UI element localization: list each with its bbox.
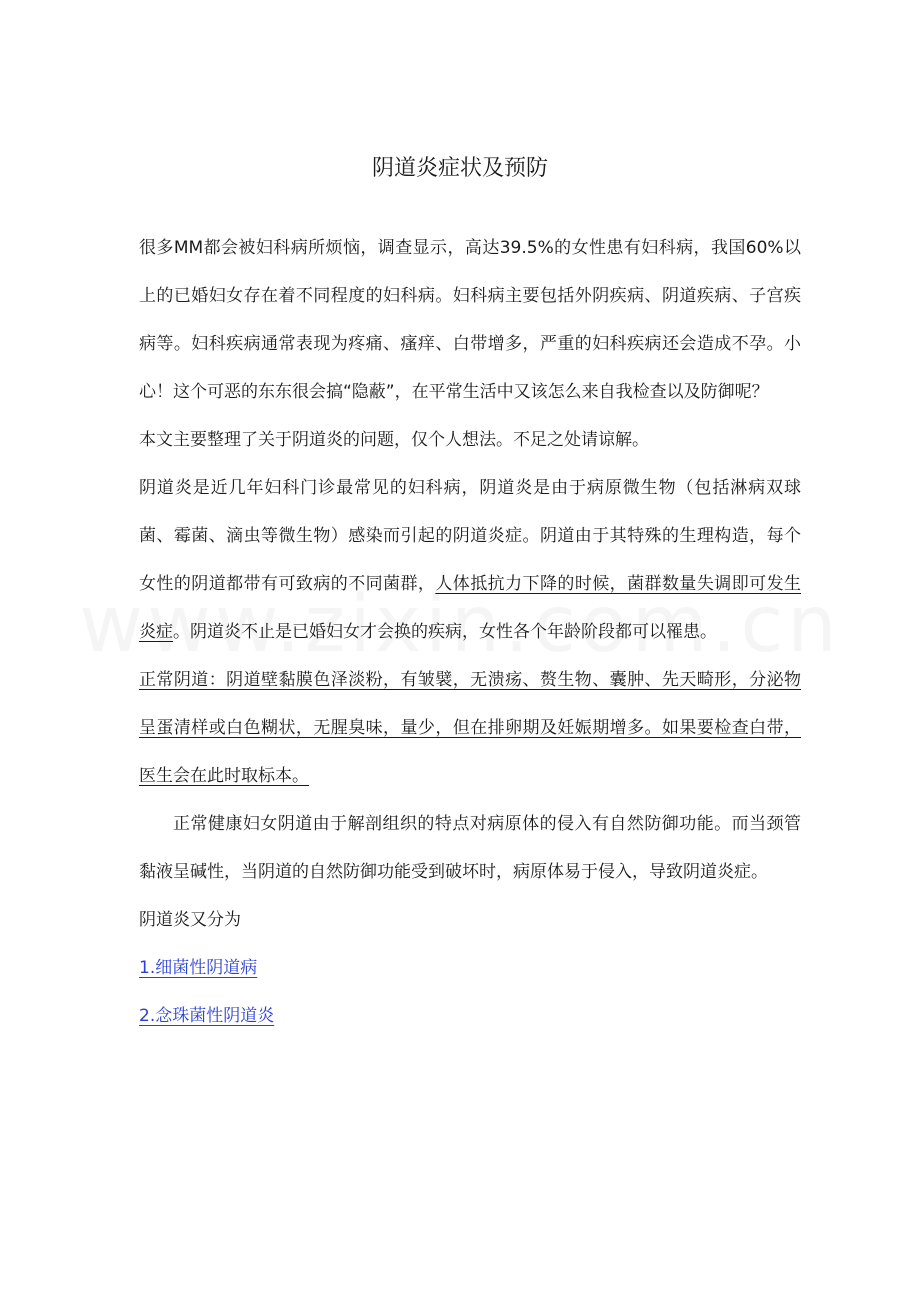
defense-paragraph: 正常健康妇女阴道由于解剖组织的特点对病原体的侵入有自然防御功能。而当颈管黏液呈碱性，当阴道的自然防御功能受到破坏时，病原体易于侵入，导致阴道炎症。 <box>139 814 801 882</box>
summary-paragraph: 本文主要整理了关于阴道炎的问题，仅个人想法。不足之处请谅解。 <box>139 430 649 450</box>
document-body <box>139 224 801 1040</box>
page-title: 阴道炎症状及预防 <box>371 156 548 181</box>
intro-paragraph: 很多MM都会被妇科病所烦恼，调查显示，高达39.5%的女性患有妇科病，我国60%以上的已婚妇女存在着不同程度的妇科病。妇科病主要包括外阴疾病、阴道疾病、子宫疾病等。妇科疾病通常表现为疼痛、瘙痒、白带增多，严重的妇科疾病还会造成不孕。小心！这个可恶的东东很会搞“隐蔽”，在平常生活中又该怎么来自我检查以及防御呢？ <box>139 238 801 402</box>
definition-text-underlined: 人体抵抗力下降的时候，菌群数量失调即可发生炎症 <box>139 574 802 642</box>
normal-vagina-text: 正常阴道：阴道壁黏膜色泽淡粉，有皱襞，无溃疡、赘生物、囊肿、先天畸形，分泌物呈蛋清样或白色糊状，无腥臭味，量少，但在排卵期及妊娠期增多。如果要检查白带，医生会在此时取标本。 <box>139 670 801 786</box>
definition-text-a: 阴道炎是近几年妇科门诊最常见的妇科病，阴道炎是由于病原微生物（包括淋病双球菌、霉菌、滴虫等微生物）感染而引起的阴道炎症。阴道由于其特殊的生理构造，每个女性的阴道都带有可致病的不同菌群， <box>139 478 801 594</box>
link-item-1-row <box>139 944 801 992</box>
definition-paragraph <box>139 464 801 656</box>
link-candidal-vaginitis[interactable]: 2.念珠菌性阴道炎 <box>139 1006 275 1026</box>
types-heading: 阴道炎又分为 <box>139 910 241 930</box>
link-item-2-row <box>139 992 801 1040</box>
link-bacterial-vaginosis[interactable]: 1.细菌性阴道病 <box>139 958 258 978</box>
normal-vagina-paragraph <box>139 656 801 800</box>
definition-text-c: 。阴道炎不止是已婚妇女才会换的疾病，女性各个年龄阶段都可以罹患。 <box>173 622 717 642</box>
